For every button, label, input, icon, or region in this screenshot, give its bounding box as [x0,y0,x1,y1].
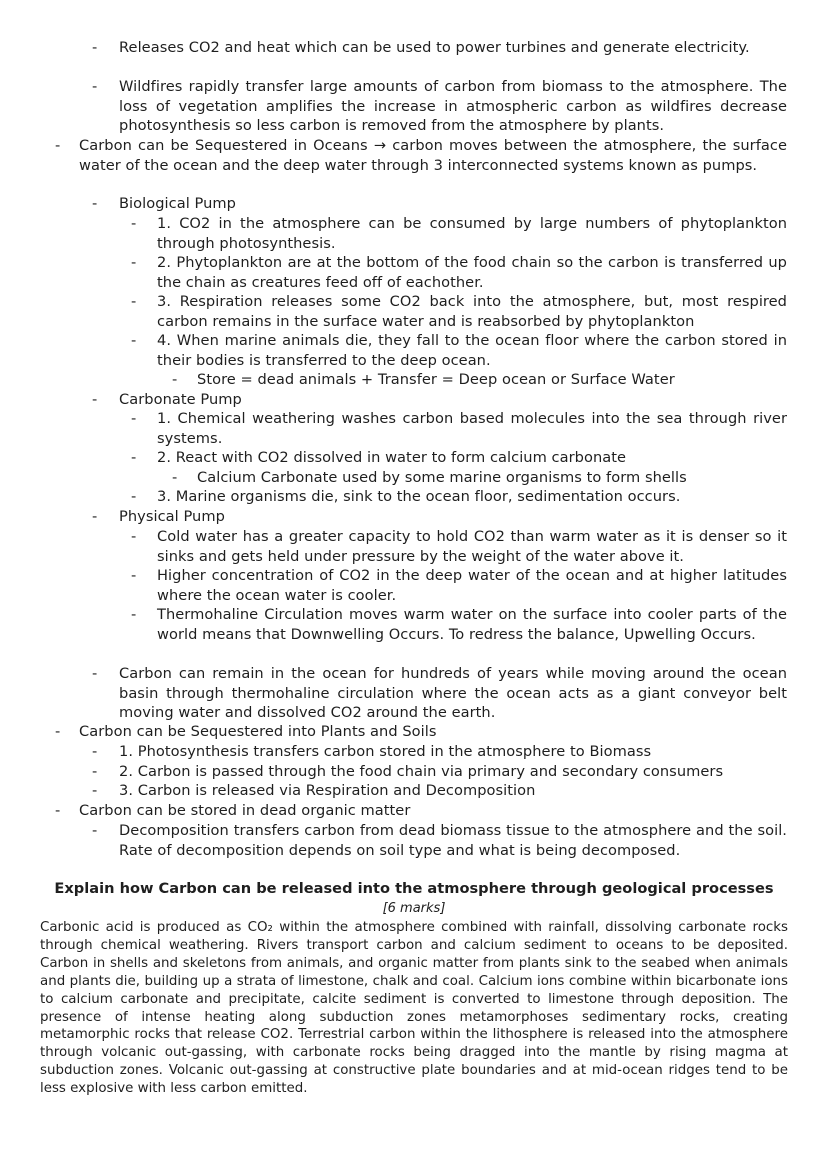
bullet-dash: - [131,215,137,232]
bullet-dash: - [92,78,98,95]
subheading-carbonate-pump: Carbonate Pump [119,391,242,408]
note-item: 3. Carbon is released via Respiration and Decomposition [119,782,536,799]
note-item: 1. Photosynthesis transfers carbon stored in the atmosphere to Biomass [119,743,652,760]
note-item: Releases CO2 and heat which can be used to power turbines and generate electricity. [119,39,750,56]
bullet-dash: - [131,449,137,466]
note-item: 1. Chemical weathering washes carbon based molecules into the sea through river systems. [157,410,787,447]
bullet-dash: - [92,822,98,839]
bullet-dash: - [172,469,178,486]
bullet-dash: - [131,332,137,349]
bullet-dash: - [172,371,178,388]
note-item: 2. Carbon is passed through the food chain via primary and secondary consumers [119,763,724,780]
note-item: Higher concentration of CO2 in the deep water of the ocean and at higher latitudes where the ocean water is cooler. [157,567,787,604]
note-item: 2. React with CO2 dissolved in water to form calcium carbonate [157,449,627,466]
bullet-dash: - [92,665,98,682]
note-heading: Carbon can be Sequestered in Oceans → carbon moves between the atmosphere, the surface water of the ocean and the deep water through 3 interconnected systems known as pumps. [79,137,787,174]
note-item: Carbon can remain in the ocean for hundreds of years while moving around the ocean basin through thermohaline circulation where the ocean acts as a giant conveyor belt moving water and dissolved CO2 around the earth. [119,665,787,721]
note-heading: Carbon can be Sequestered into Plants and Soils [79,723,437,740]
note-item: 4. When marine animals die, they fall to the ocean floor where the carbon stored in their bodies is transferred to the deep ocean. [157,332,787,369]
bullet-dash: - [55,723,61,740]
bullet-dash: - [131,567,137,584]
note-item: 3. Marine organisms die, sink to the ocean floor, sedimentation occurs. [157,488,681,505]
bullet-dash: - [92,39,98,56]
note-item: Thermohaline Circulation moves warm water on the surface into cooler parts of the world means that Downwelling Occurs. To redress the balance, Upwelling Occurs. [157,606,787,643]
note-item: 2. Phytoplankton are at the bottom of the food chain so the carbon is transferred up the chain as creatures feed off of eachother. [157,254,787,291]
note-item: 3. Respiration releases some CO2 back into the atmosphere, but, most respired carbon remains in the surface water and is reabsorbed by phytoplankton [157,293,787,330]
bullet-dash: - [131,254,137,271]
bullet-dash: - [92,743,98,760]
question-title: Explain how Carbon can be released into the atmosphere through geological processes [54,880,774,897]
note-item: Calcium Carbonate used by some marine organisms to form shells [197,469,687,486]
note-item: Decomposition transfers carbon from dead biomass tissue to the atmosphere and the soil. Rate of decomposition depends on soil type and what is being decomposed. [119,822,787,859]
note-item: Wildfires rapidly transfer large amounts of carbon from biomass to the atmosphere. The loss of vegetation amplifies the increase in atmospheric carbon as wildfires decrease photosynthesis so less carbon is removed from the atmosphere by plants. [119,78,787,134]
note-item: Store = dead animals + Transfer = Deep ocean or Surface Water [197,371,675,388]
bullet-dash: - [131,606,137,623]
bullet-dash: - [55,802,61,819]
subheading-biological-pump: Biological Pump [119,195,236,212]
bullet-dash: - [92,782,98,799]
bullet-dash: - [92,195,98,212]
answer-paragraph: Carbonic acid is produced as CO₂ within the atmosphere combined with rainfall, dissolving carbonate rocks through chemical weathering. Rivers transport carbon and calcium sediment to oceans to be deposited. Carbon in shells and skeletons from animals, and organic matter from plants sink to the seabed when animals and plants die, building up a strata of limestone, chalk and coal. Calcium ions combine within bicarbonate ions to calcium carbonate and precipitate, calcite sediment is converted to limestone through deposition. The presence of intense heating along subduction zones metamorphoses sedimentary rocks, creating metamorphic rocks that release CO2. Terrestrial carbon within the lithosphere is released into the atmosphere through volcanic out-gassing, with carbonate rocks being dragged into the mantle by rising magma at subduction zones. Volcanic out-gassing at constructive plate boundaries and at mid-ocean ridges tend to be less explosive with less carbon emitted. [40,920,788,1097]
subheading-physical-pump: Physical Pump [119,508,225,525]
note-heading: Carbon can be stored in dead organic matter [79,802,411,819]
bullet-dash: - [131,410,137,427]
bullet-dash: - [92,763,98,780]
bullet-dash: - [131,488,137,505]
note-item: Cold water has a greater capacity to hold CO2 than warm water as it is denser so it sinks and gets held under pressure by the weight of the water above it. [157,528,787,565]
question-marks: [6 marks] [382,901,446,916]
bullet-dash: - [131,528,137,545]
bullet-dash: - [92,508,98,525]
bullet-dash: - [131,293,137,310]
bullet-dash: - [92,391,98,408]
bullet-dash: - [55,137,61,154]
note-item: 1. CO2 in the atmosphere can be consumed by large numbers of phytoplankton through photosynthesis. [157,215,787,252]
